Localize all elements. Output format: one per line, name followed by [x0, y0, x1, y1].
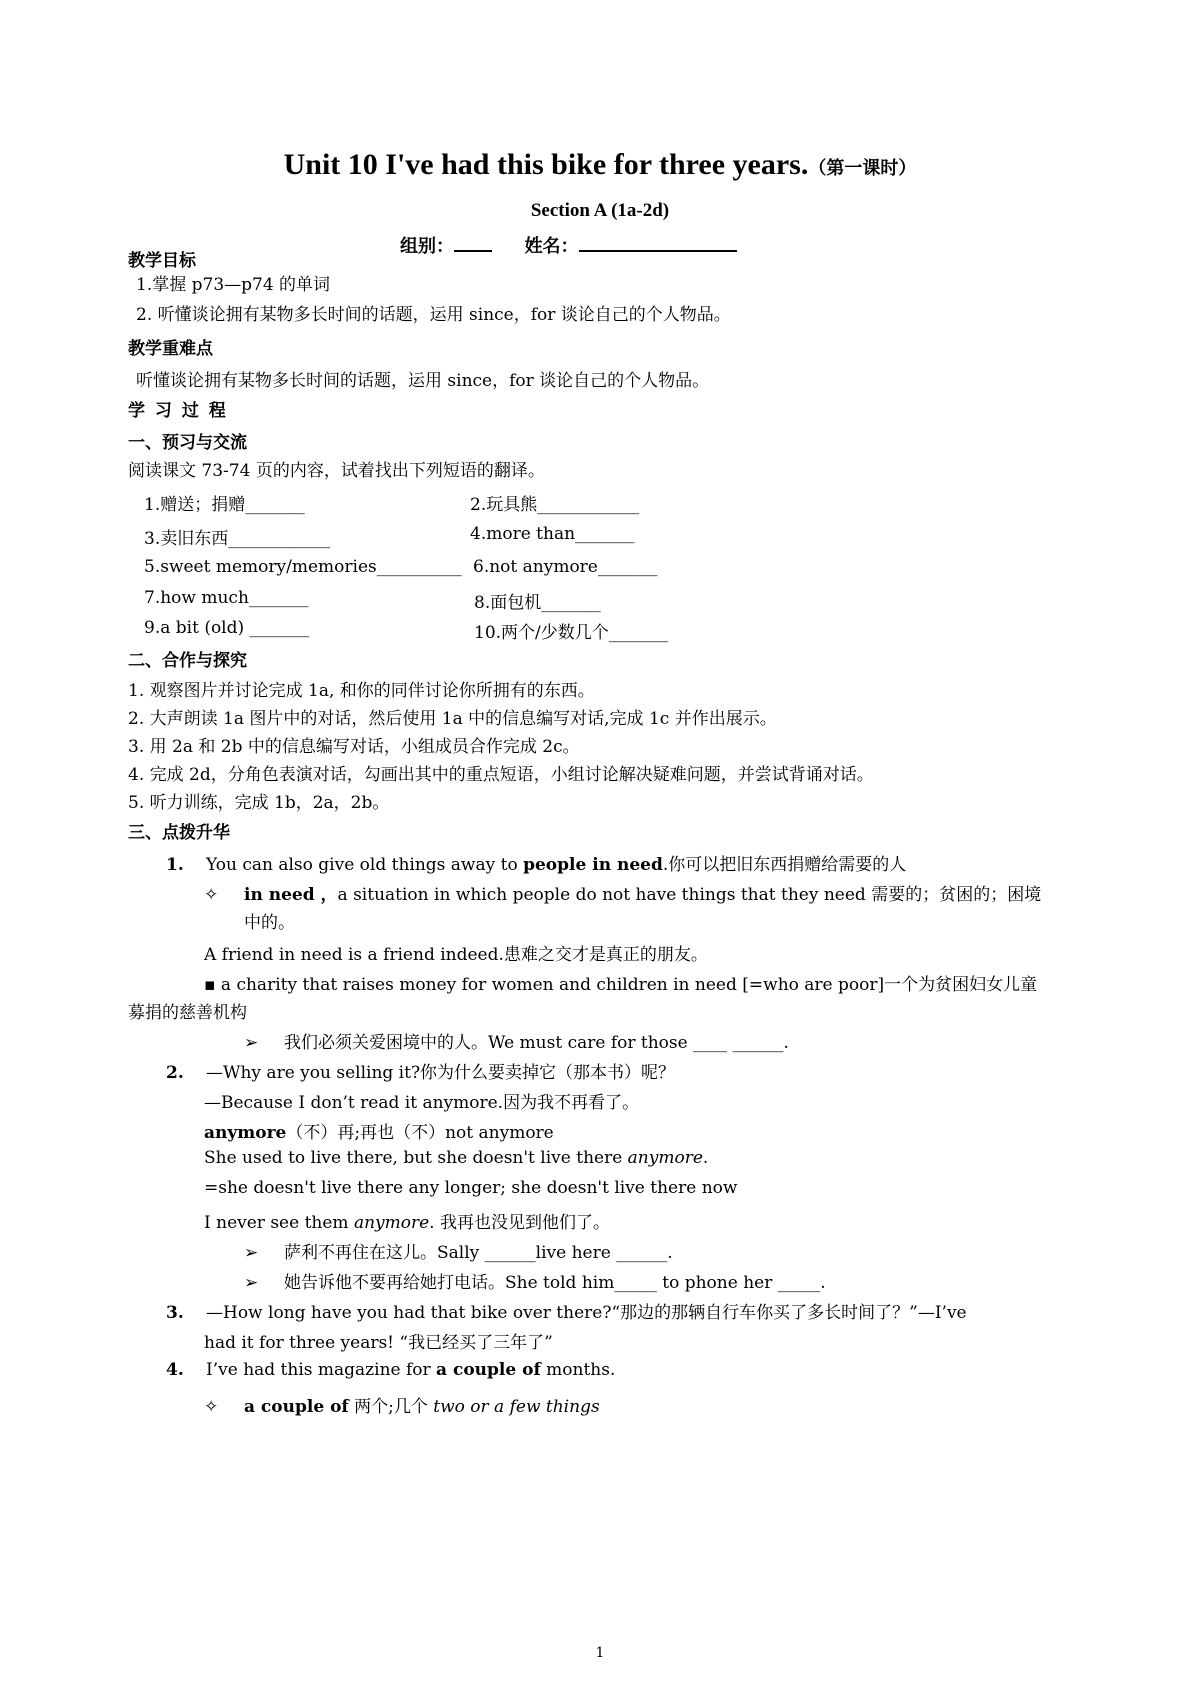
part1-intro: 阅读课文 73-74 页的内容，试着找出下列短语的翻译。: [128, 461, 545, 481]
part2-heading: 二、合作与探究: [128, 651, 247, 671]
point-number: 2.: [166, 1063, 184, 1083]
point1-proverb: A friend in need is a friend indeed.患难之交才是真正的朋友。: [204, 945, 708, 965]
page-number: 1: [595, 1645, 605, 1661]
point-number: 4.: [166, 1360, 184, 1380]
point-number: 3.: [166, 1303, 184, 1323]
arrow-icon: ➢: [244, 1273, 259, 1293]
diamond-icon: ✧: [204, 1397, 219, 1417]
point1-example: ▪ a charity that raises money for women and children in need [=who are poor]一个为贫困妇女儿童: [204, 975, 1038, 995]
phrase-item: 10.两个/少数几个_______: [474, 623, 669, 643]
point2-exercise: ➢ 萨利不再住在这儿。Sally ______live here ______.: [244, 1243, 673, 1263]
objectives-heading: 教学目标: [128, 251, 196, 271]
point3-line: 3. —How long have you had that bike over there?“那边的那辆自行车你买了多长时间了？”—I’ve: [166, 1303, 967, 1323]
phrase-item: 1.赠送；捐赠_______: [144, 495, 305, 515]
task-item: 5. 听力训练，完成 1b，2a，2b。: [128, 793, 390, 813]
group-label: 组别：: [400, 236, 454, 257]
phrase-item: 2.玩具熊____________: [470, 495, 640, 515]
group-blank[interactable]: [454, 232, 492, 252]
phrase-item: 6.not anymore_______: [473, 557, 658, 577]
title-main: Unit 10 I've had this bike for three years.: [283, 148, 809, 181]
section-label: Section A (1a-2d): [530, 200, 670, 221]
group-name-line: [400, 232, 737, 258]
arrow-icon: ➢: [244, 1243, 259, 1263]
page-title: [0, 148, 1200, 182]
part3-heading: 三、点拨升华: [128, 823, 230, 843]
part1-heading: 一、预习与交流: [128, 433, 247, 453]
point2-exercise: ➢ 她告诉他不要再给她打电话。She told him_____ to phone her _____.: [244, 1273, 826, 1293]
objective-item: 1.掌握 p73—p74 的单词: [136, 275, 331, 295]
phrase-item: 8.面包机_______: [474, 593, 601, 613]
objective-item: 2. 听懂谈论拥有某物多长时间的话题，运用 since，for 谈论自己的个人物品。: [136, 305, 731, 325]
phrase-item: 3.卖旧东西____________: [144, 529, 331, 549]
phrase-item: 4.more than_______: [470, 524, 635, 544]
point-number: 1.: [166, 855, 184, 875]
point1-example-cont: 募捐的慈善机构: [128, 1003, 247, 1023]
point4-sentence: 4. I’ve had this magazine for a couple of months.: [166, 1360, 616, 1380]
point3-line-cont: had it for three years! “我已经买了三年了”: [204, 1333, 553, 1353]
key-points-text: 听懂谈论拥有某物多长时间的话题，运用 since，for 谈论自己的个人物品。: [136, 371, 710, 391]
point1-sentence: 1. You can also give old things away to people in need.你可以把旧东西捐赠给需要的人: [166, 855, 907, 875]
point1-definition-cont: 中的。: [244, 913, 295, 933]
point2-example: =she doesn't live there any longer; she doesn't live there now: [204, 1178, 738, 1198]
phrase-item: 7.how much_______: [144, 588, 309, 608]
point2-example: I never see them anymore. 我再也没见到他们了。: [204, 1213, 610, 1233]
task-item: 3. 用 2a 和 2b 中的信息编写对话，小组成员合作完成 2c。: [128, 737, 580, 757]
point1-exercise: ➢ 我们必须关爱困境中的人。We must care for those ____ ______.: [244, 1033, 789, 1053]
key-points-heading: 教学重难点: [128, 339, 213, 359]
point2-word: anymore（不）再;再也（不）not anymore: [204, 1123, 554, 1143]
task-item: 1. 观察图片并讨论完成 1a, 和你的同伴讨论你所拥有的东西。: [128, 681, 595, 701]
name-blank[interactable]: [579, 232, 737, 252]
phrase-item: 5.sweet memory/memories__________: [144, 557, 462, 577]
point1-definition: ✧ in need ，a situation in which people do not have things that they need 需要的；贫困的；困境: [204, 885, 1042, 905]
point2-answer: —Because I don’t read it anymore.因为我不再看了。: [204, 1093, 640, 1113]
task-item: 4. 完成 2d，分角色表演对话，勾画出其中的重点短语，小组讨论解决疑难问题，并尝试背诵对话。: [128, 765, 874, 785]
task-item: 2. 大声朗读 1a 图片中的对话，然后使用 1a 中的信息编写对话,完成 1c 并作出展示。: [128, 709, 777, 729]
arrow-icon: ➢: [244, 1033, 259, 1053]
point2-example: She used to live there, but she doesn't live there anymore.: [204, 1148, 709, 1168]
title-sub: （第一课时）: [808, 158, 917, 179]
process-heading: 学 习 过 程: [128, 401, 228, 421]
diamond-icon: ✧: [204, 885, 219, 905]
point4-definition: ✧ a couple of 两个;几个 two or a few things: [204, 1397, 600, 1417]
point2-question: 2. —Why are you selling it?你为什么要卖掉它（那本书）呢？: [166, 1063, 676, 1083]
name-label: 姓名：: [524, 236, 579, 257]
phrase-item: 9.a bit (old) _______: [144, 618, 310, 638]
